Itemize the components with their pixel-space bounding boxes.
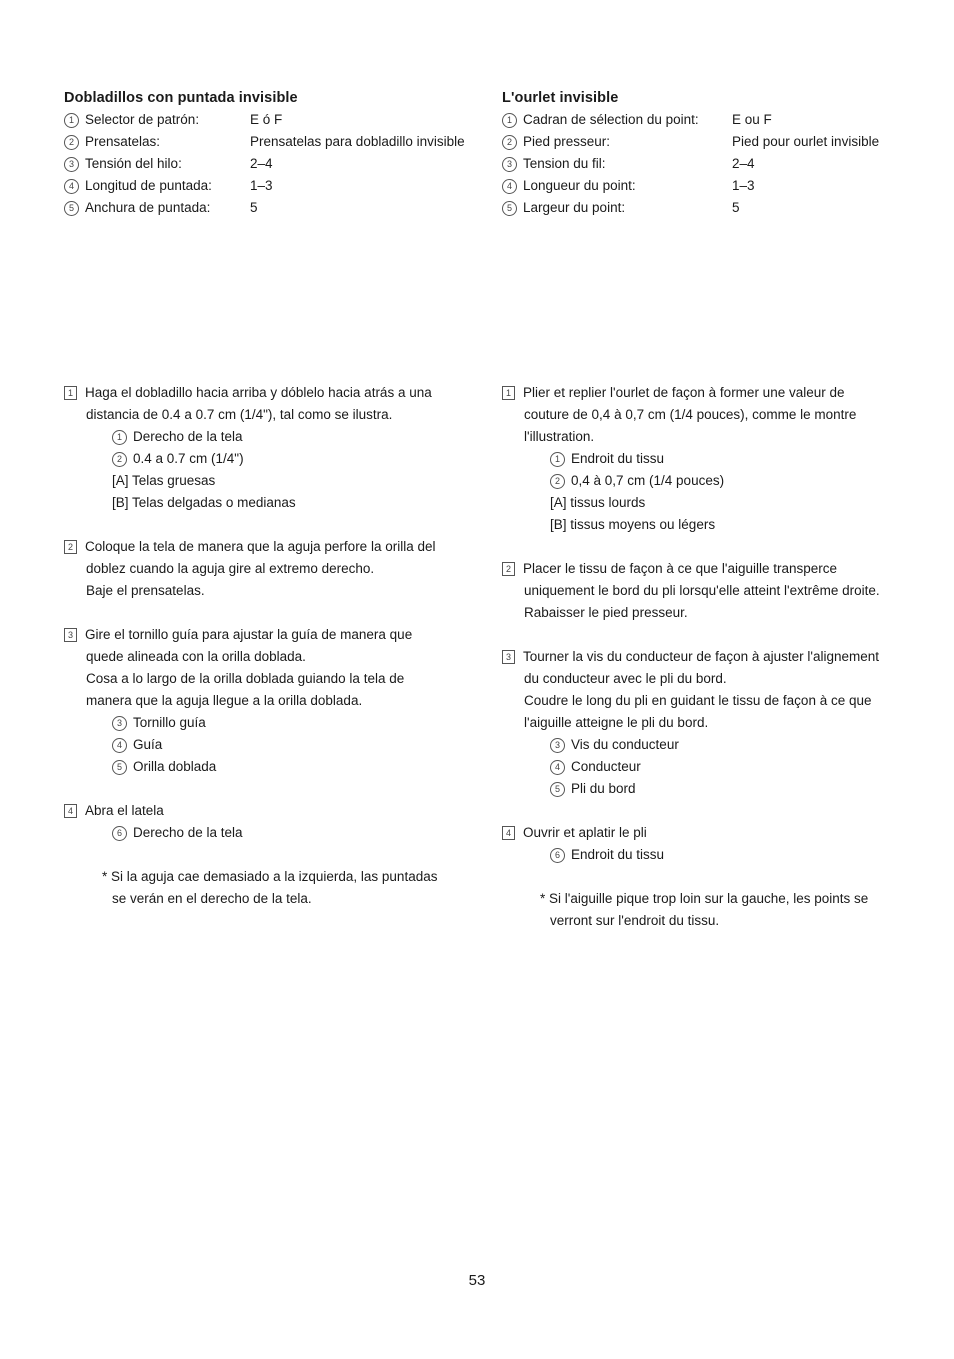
setting-value: E ó F [250, 112, 283, 127]
step-2-fr: 2 Placer le tissu de façon à ce que l'aiguille transperce [502, 558, 837, 580]
setting-value: 2–4 [250, 156, 273, 171]
circled-number: 4 [64, 179, 79, 194]
circled-number: 5 [550, 782, 565, 797]
setting-value: 1–3 [732, 178, 755, 193]
step-number-box: 4 [64, 804, 77, 818]
step-number-box: 2 [64, 540, 77, 554]
circled-number: 5 [64, 201, 79, 216]
setting-label: Largeur du point: [523, 200, 626, 215]
setting-value: E ou F [732, 112, 772, 127]
circled-number: 4 [502, 179, 517, 194]
step-number-box: 3 [502, 650, 515, 664]
circled-number: 2 [112, 452, 127, 467]
setting-label: Longueur du point: [523, 178, 636, 193]
step-number-box: 4 [502, 826, 515, 840]
page-number: 53 [468, 1272, 486, 1289]
circled-number: 6 [112, 826, 127, 841]
circled-number: 6 [550, 848, 565, 863]
circled-number: 3 [550, 738, 565, 753]
circled-number: 2 [502, 135, 517, 150]
circled-number: 1 [64, 113, 79, 128]
step-number-box: 1 [64, 386, 77, 400]
step-number-box: 2 [502, 562, 515, 576]
circled-number: 4 [112, 738, 127, 753]
step-2-es: 2 Coloque la tela de manera que la aguja perfore la orilla del [64, 536, 435, 558]
circled-number: 1 [502, 113, 517, 128]
note-es: * Si la aguja cae demasiado a la izquierda, las puntadas [102, 869, 438, 884]
circled-number: 5 [112, 760, 127, 775]
french-column [502, 90, 922, 215]
step-1-fr: 1 Plier et replier l'ourlet de façon à former une valeur de [502, 382, 845, 404]
circled-number: 3 [64, 157, 79, 172]
setting-value: 5 [732, 200, 740, 215]
setting-label: Pied presseur: [523, 134, 611, 149]
step-3-fr: 3 Tourner la vis du conducteur de façon à ajuster l'alignement [502, 646, 879, 668]
step-3-es: 3 Gire el tornillo guía para ajustar la guía de manera que [64, 624, 412, 646]
circled-number: 3 [502, 157, 517, 172]
circled-number: 2 [550, 474, 565, 489]
step-1-es: 1 Haga el dobladillo hacia arriba y dóblelo hacia atrás a una [64, 382, 432, 404]
setting-label: Tensión del hilo: [85, 156, 182, 171]
setting-value: Prensatelas para dobladillo invisible [250, 134, 465, 149]
setting-label: Anchura de puntada: [85, 200, 211, 215]
circled-number: 1 [112, 430, 127, 445]
circled-number: 4 [550, 760, 565, 775]
setting-value: Pied pour ourlet invisible [732, 134, 880, 149]
step-4-fr: 4 Ouvrir et aplatir le pli [502, 822, 647, 844]
setting-label: Selector de patrón: [85, 112, 200, 127]
circled-number: 1 [550, 452, 565, 467]
circled-number: 3 [112, 716, 127, 731]
section-title-fr: L'ourlet invisible [502, 90, 619, 106]
note-fr: * Si l'aiguille pique trop loin sur la gauche, les points se [540, 891, 869, 906]
step-4-es: 4 Abra el latela [64, 800, 164, 822]
spanish-column [64, 90, 484, 215]
setting-value: 2–4 [732, 156, 755, 171]
setting-label: Prensatelas: [85, 134, 161, 149]
section-title-es: Dobladillos con puntada invisible [64, 90, 298, 106]
setting-value: 5 [250, 200, 258, 215]
setting-label: Cadran de sélection du point: [523, 112, 699, 127]
circled-number: 2 [64, 135, 79, 150]
step-number-box: 3 [64, 628, 77, 642]
setting-label: Tension du fil: [523, 156, 606, 171]
step-number-box: 1 [502, 386, 515, 400]
setting-value: 1–3 [250, 178, 273, 193]
circled-number: 5 [502, 201, 517, 216]
setting-label: Longitud de puntada: [85, 178, 212, 193]
